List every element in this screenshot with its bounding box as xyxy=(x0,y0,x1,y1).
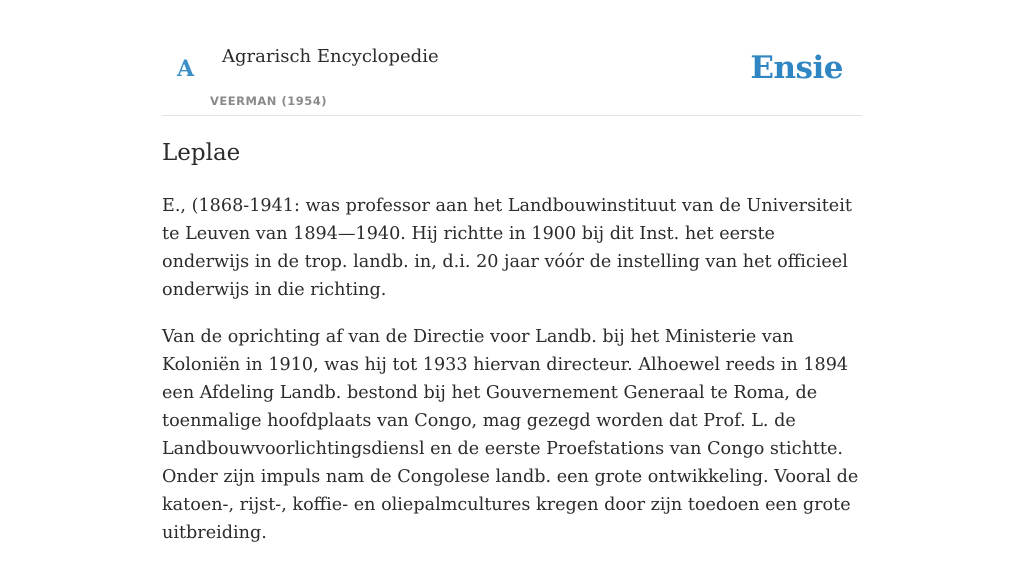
article-paragraph: E., (1868-1941: was professor aan het Landbouwinstituut van de Universiteit te Leuven van 1894—1940. Hij richtte in 1900 bij dit Inst. het eerste onderwijs in de trop. landb. in, d.i. 20 jaar vóór de instelling van het officieel onderwijs in die richting. xyxy=(162,196,852,300)
source-title[interactable]: Agrarisch Encyclopedie xyxy=(222,46,439,67)
page xyxy=(162,0,862,543)
ensie-brand-logo[interactable]: Ensie xyxy=(750,50,843,86)
source-subtitle: VEERMAN (1954) xyxy=(210,94,327,108)
header xyxy=(162,0,862,116)
article-body xyxy=(162,192,862,566)
encyclopedia-logo-link[interactable]: A xyxy=(177,56,195,82)
article-paragraph: Van de oprichting af van de Directie voor Landb. bij het Ministerie van Koloniën in 1910, was hij tot 1933 hiervan directeur. Alhoewel reeds in 1894 een Afdeling Landb. bestond bij het Gouvernement Generaal te Roma, de toenmalige hoofdplaats van Congo, mag gezegd worden dat Prof. L. de Landbouwvoorlichtingsdiensl en de eerste Proefstations van Congo stichtte. Onder zijn impuls nam de Congolese landb. een grote ontwikkeling. Vooral de katoen-, rijst-, koffie- en oliepalmcultures kregen door zijn toedoen een grote uitbreiding. xyxy=(162,327,859,543)
article-title: Leplae xyxy=(162,140,241,166)
